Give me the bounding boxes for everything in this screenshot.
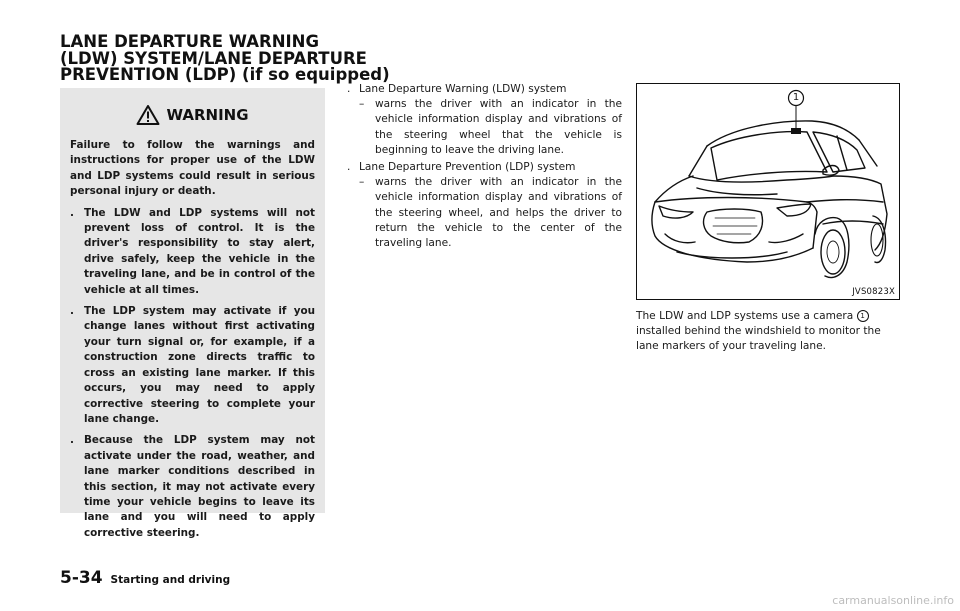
warning-title: WARNING: [166, 106, 249, 124]
caption-text-end: installed behind the windshield to monitor the lane markers of your traveling lane.: [636, 325, 881, 353]
figure-caption: [636, 309, 900, 355]
page-number: 5-34: [60, 568, 103, 588]
car-drawing: [637, 84, 899, 299]
warning-bullet-text: The LDW and LDP systems will not prevent loss of control. It is the driver's responsibility to stay alert, drive safely, keep the vehicle in the traveling lane, and be in control of the vehicle at all times.: [84, 206, 315, 296]
dash-mark: –: [359, 176, 365, 189]
dash-mark: –: [359, 98, 365, 111]
caption-text-start: The LDW and LDP systems use a camera: [636, 310, 854, 322]
warning-intro: Failure to follow the warnings and instructions for proper use of the LDW and LDP systems could result in serious personal injury or death.: [70, 139, 315, 198]
heading-line-3: PREVENTION (LDP) (if so equipped): [60, 65, 390, 84]
vehicle-illustration: [636, 83, 900, 300]
heading-line-1: LANE DEPARTURE WARNING: [60, 32, 319, 51]
bullet-dot: .: [347, 161, 351, 174]
warning-bullet-text: Because the LDP system may not activate under the road, weather, and lane marker conditions described in this section, it may not activate every time your vehicle begins to leave its lane and you will need to apply corrective steering.: [84, 434, 315, 539]
system-list: [347, 82, 622, 253]
watermark: carmanualsonline.info: [832, 594, 954, 607]
callout-marker: 1: [857, 310, 869, 322]
section-name: Starting and driving: [110, 574, 231, 586]
system-description-text: warns the driver with an indicator in the vehicle information display and vibrations of the steering wheel that the vehicle is beginning to leave the driving lane.: [375, 98, 622, 156]
warning-triangle-icon: [136, 104, 160, 126]
heading-line-2: (LDW) SYSTEM/LANE DEPARTURE: [60, 48, 367, 68]
warning-body: [70, 138, 315, 541]
figure-code: JVS0823X: [852, 287, 895, 297]
system-name: Lane Departure Warning (LDW) system: [359, 83, 567, 95]
warning-bullet: [70, 433, 315, 541]
bullet-dot: .: [347, 83, 351, 95]
bullet-dot: .: [70, 434, 74, 447]
bullet-dot: .: [70, 305, 74, 318]
system-item-ldw: [347, 82, 622, 97]
system-name: Lane Departure Prevention (LDP) system: [359, 161, 576, 174]
system-item-ldp: [347, 160, 622, 175]
warning-box: [60, 88, 325, 539]
section-heading: [60, 32, 390, 84]
callout-number: 1: [792, 92, 800, 103]
system-description-text: warns the driver with an indicator in the vehicle information display and vibrations of the steering wheel, and helps the driver to return the vehicle to the center of the traveling lane.: [375, 176, 622, 250]
system-description: [359, 97, 622, 158]
page-footer: [60, 568, 230, 588]
warning-bullet: [70, 304, 315, 427]
bullet-dot: .: [70, 206, 74, 219]
warning-bullet-text: The LDP system may activate if you change lanes without first activating your turn signal or, for example, if a construction zone directs traffic to cross an existing lane marker. If this occurs, you may need to apply corrective steering to complete your lane change.: [84, 305, 315, 425]
system-description: [359, 175, 622, 251]
warning-header: [70, 96, 315, 134]
warning-bullet: [70, 206, 315, 298]
